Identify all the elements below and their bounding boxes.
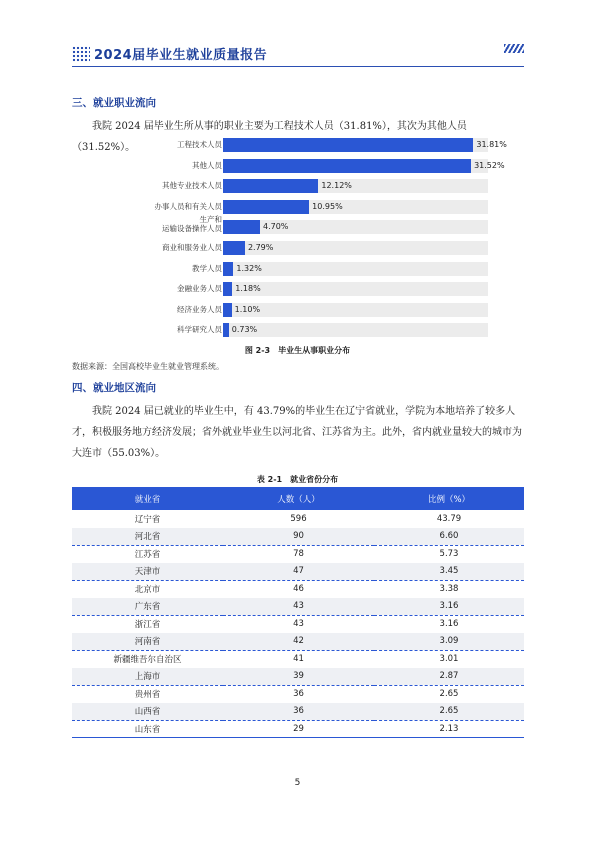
count-cell: 78 [223,545,374,563]
table-row [72,545,524,563]
ratio-cell: 2.87 [374,668,524,686]
chart-bar [223,241,245,255]
chart-value-label: 1.32% [236,263,262,273]
table-row [72,633,524,651]
chart-bar-row [72,156,524,176]
province-cell: 天津市 [72,563,223,581]
ratio-cell: 3.09 [374,633,524,651]
chart-bar-track [223,220,488,234]
province-cell: 北京市 [72,580,223,598]
region-paragraph: 我院 2024 届已就业的毕业生中，有 43.79%的毕业生在辽宁省就业，学院为本地培养了较多人才，积极服务地方经济发展；省外就业毕业生以河北省、江苏省为主。此外，省内就业量较大的城市为大连市（55.03%）。 [72,406,522,459]
chart-bar-row [72,217,524,237]
chart-bar-track [223,138,507,152]
chart-bar-row [72,238,524,258]
chart-bar-row [72,197,524,217]
chart-category-label: 商业和服务业人员 [162,243,222,252]
chart-value-label: 31.81% [476,140,507,149]
dot-pattern-icon [72,46,90,62]
province-cell: 浙江省 [72,615,223,633]
chart-bar-row [72,176,524,196]
chart-category-label: 科学研究人员 [177,325,222,335]
count-cell: 43 [223,598,374,616]
figure-caption: 图 2-3 毕业生从事职业分布 [244,346,351,355]
province-cell: 山东省 [72,720,223,738]
header-ratio: 比例（%） [374,487,524,510]
table-caption: 表 2-1 就业省份分布 [256,475,339,484]
table-header-row [72,487,524,510]
count-cell: 29 [223,720,374,738]
chart-bar-row [72,300,524,320]
table-row [72,580,524,598]
ratio-cell: 3.01 [374,650,524,668]
chart-category-label: 经济业务人员 [177,304,222,314]
ratio-cell: 2.13 [374,720,524,738]
chart-bar-track [223,179,488,193]
count-cell: 36 [223,685,374,703]
data-source-note: 数据来源：全国高校毕业生就业管理系统。 [72,362,224,371]
chart-category-label: 金融业务人员 [177,284,222,294]
table-row [72,598,524,616]
table-row [72,703,524,721]
chart-value-label: 1.18% [235,284,261,294]
table-row [72,685,524,703]
count-cell: 41 [223,650,374,668]
chart-bar [223,282,232,296]
chart-bar [223,200,309,214]
count-cell: 43 [223,615,374,633]
ratio-cell: 3.16 [374,615,524,633]
chart-bar [223,179,318,193]
table-row [72,720,524,738]
occupation-paragraph: 我院 2024 届毕业生所从事的职业主要为工程技术人员（31.81%），其次为其他人员（31.52%）。 [72,121,467,153]
chart-bar [223,159,471,173]
ratio-cell: 3.38 [374,580,524,598]
occupation-bar-chart [72,135,524,343]
chart-bar [223,323,229,337]
chart-category-label: 办事人员和有关人员 [154,201,222,211]
province-cell: 辽宁省 [134,514,161,525]
province-cell: 新疆维吾尔自治区 [72,650,223,668]
ratio-cell: 6.60 [374,528,524,546]
province-cell: 山西省 [72,703,223,721]
ratio-cell: 2.65 [374,685,524,703]
section-title-occupation: 三、就业职业流向 [72,97,156,109]
ratio-cell: 5.73 [374,545,524,563]
section-title-region: 四、就业地区流向 [72,382,156,394]
chart-category-label: 生产和 运输设备操作人员 [162,215,222,234]
chart-value-label: 4.70% [262,222,289,232]
chart-bar-row [72,320,524,340]
chart-bar-row [72,135,524,155]
table-row [72,563,524,581]
count-cell: 46 [223,580,374,598]
chart-bar-track [223,159,505,173]
ratio-cell: 3.45 [374,563,524,581]
header-province: 就业省 [72,487,223,510]
chart-value-label: 0.73% [231,325,258,335]
chart-bar [223,303,232,317]
chart-bar [223,220,260,234]
chart-bar-row [72,259,524,279]
header-divider [72,66,524,67]
chart-bar-track [223,282,488,296]
header-count: 人数（人） [223,487,374,510]
count-cell: 42 [223,633,374,651]
stripe-decoration-icon [504,44,524,53]
chart-bar [223,262,233,276]
chart-bar-track [223,241,488,255]
ratio-cell: 43.79 [436,513,462,524]
chart-value-label: 1.10% [234,304,261,314]
table-row [72,510,524,528]
count-cell: 39 [223,668,374,686]
chart-value-label: 10.95% [312,201,343,211]
chart-category-label: 其他人员 [192,160,222,170]
table-row [72,668,524,686]
page-header [72,40,524,68]
chart-value-label: 12.12% [321,181,352,191]
chart-bar [223,138,473,152]
chart-bar-track [223,323,488,337]
province-cell: 江苏省 [72,545,223,563]
chart-category-label: 工程技术人员 [177,140,222,149]
count-cell: 596 [290,513,307,524]
table-row [72,650,524,668]
chart-value-label: 2.79% [247,243,274,252]
chart-bar-track [223,303,488,317]
chart-category-label: 教学人员 [192,263,222,273]
ratio-cell: 2.65 [374,703,524,721]
province-cell: 贵州省 [72,685,223,703]
table-row [72,615,524,633]
count-cell: 90 [223,528,374,546]
count-cell: 36 [223,703,374,721]
province-table [72,487,524,738]
chart-value-label: 31.52% [474,160,505,170]
province-cell: 河南省 [72,633,223,651]
page-number: 5 [294,778,301,788]
chart-bar-track [223,200,488,214]
province-cell: 上海市 [72,668,223,686]
chart-bar-track [223,262,488,276]
table-row [72,528,524,546]
chart-category-label: 其他专业技术人员 [162,181,222,191]
chart-bar-row [72,279,524,299]
province-cell: 河北省 [72,528,223,546]
count-cell: 47 [223,563,374,581]
province-cell: 广东省 [72,598,223,616]
ratio-cell: 3.16 [374,598,524,616]
report-title: 2024届毕业生就业质量报告 [94,48,268,63]
